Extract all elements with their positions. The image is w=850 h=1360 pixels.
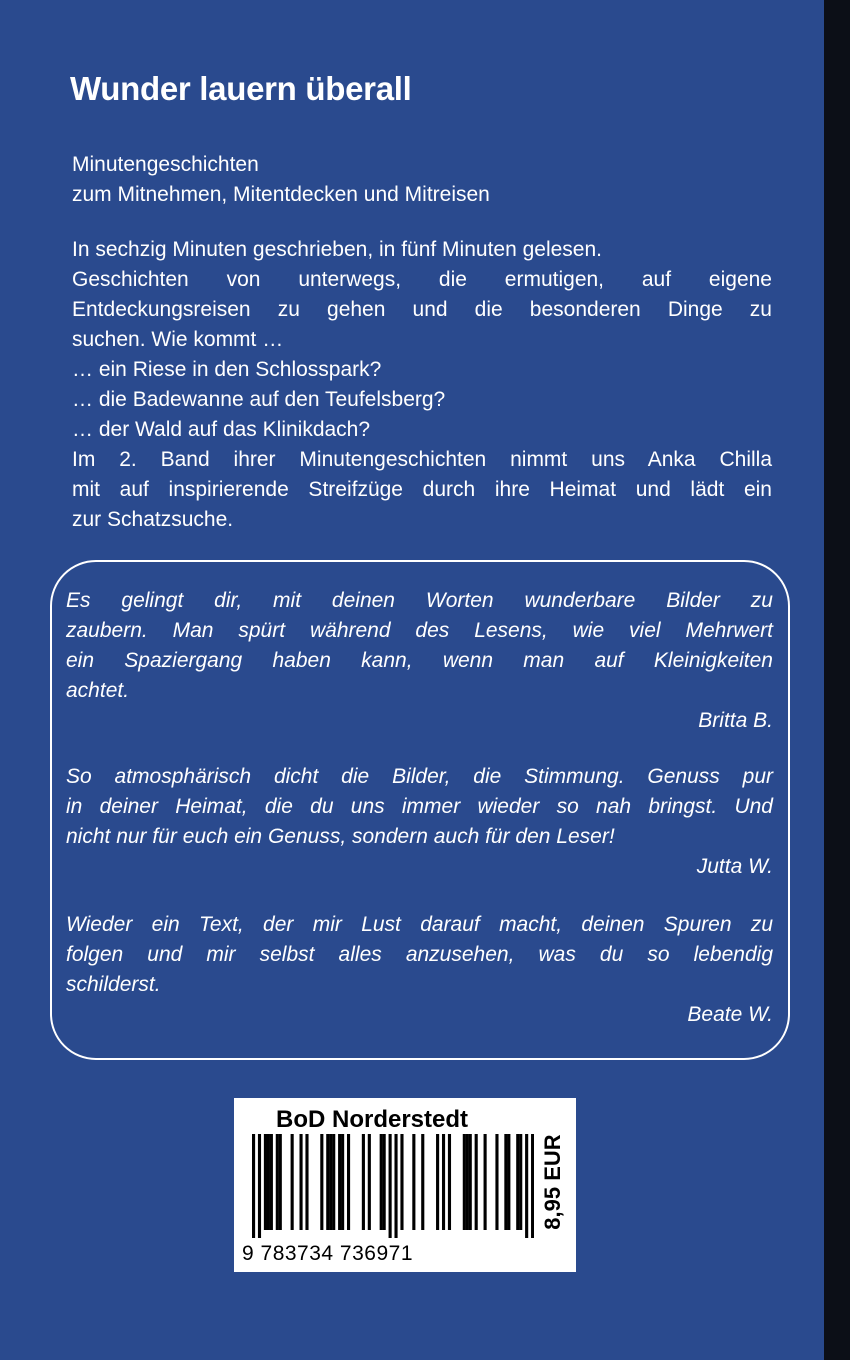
barcode-bar (291, 1134, 294, 1230)
barcode-bar (270, 1134, 273, 1230)
barcode-bar (320, 1134, 323, 1230)
blurb-line: Geschichten von unterwegs, die ermutigen, auf eigene (72, 268, 772, 291)
barcode-bar (469, 1134, 472, 1230)
barcode-bars (252, 1134, 534, 1238)
blurb-line: mit auf inspirierende Streifzüge durch ihre Heimat und lädt ein (72, 478, 772, 501)
barcode-bar (383, 1134, 386, 1230)
barcode-bar (329, 1134, 332, 1230)
barcode-bar (279, 1134, 282, 1230)
barcode-bar (299, 1134, 302, 1230)
review-line: Es gelingt dir, mit deinen Worten wunderbare Bilder zu (66, 589, 773, 612)
barcode-bar (448, 1134, 451, 1230)
barcode-bar (507, 1134, 510, 1230)
barcode-bar (421, 1134, 424, 1230)
barcode-bar (475, 1134, 478, 1230)
review-author: Jutta W. (696, 855, 773, 878)
barcode-label (234, 1098, 576, 1272)
blurb-line: zur Schatzsuche. (72, 508, 234, 531)
subtitle-line: Minutengeschichten (72, 153, 259, 176)
book-title: Wunder lauern überall (70, 70, 412, 107)
barcode-bar (258, 1134, 261, 1238)
review-line: So atmosphärisch dicht die Bilder, die Stimmung. Genuss pur (66, 765, 773, 788)
barcode-bar (466, 1134, 469, 1230)
review-quote (66, 586, 773, 736)
barcode-bar (347, 1134, 350, 1230)
barcode-bar (338, 1134, 341, 1230)
barcode-bar (326, 1134, 329, 1230)
review-line: Wieder ein Text, der mir Lust darauf macht, deinen Spuren zu (66, 913, 773, 936)
price-label (538, 1122, 568, 1242)
blurb-line: … die Badewanne auf den Teufelsberg? (72, 388, 446, 411)
barcode-bar (332, 1134, 335, 1230)
barcode-bar (519, 1134, 522, 1230)
isbn-digits: 9 783734 736971 (242, 1242, 413, 1265)
blurb-line: In sechzig Minuten geschrieben, in fünf Minuten gelesen. (72, 238, 602, 261)
barcode-bar (264, 1134, 267, 1230)
blurb-line: Entdeckungsreisen zu gehen und die besonderen Dinge zu (72, 298, 772, 321)
blurb-line: suchen. Wie kommt … (72, 328, 284, 351)
blurb (72, 235, 772, 535)
spine-edge (824, 0, 850, 1360)
barcode-bar (516, 1134, 519, 1230)
subtitle-line: zum Mitnehmen, Mitentdecken und Mitreisen (72, 183, 490, 206)
barcode-bar (267, 1134, 270, 1230)
barcode-bar (525, 1134, 528, 1238)
barcode-bar (495, 1134, 498, 1230)
review-author: Britta B. (698, 709, 773, 732)
barcode-bar (463, 1134, 466, 1230)
barcode-bar (389, 1134, 392, 1238)
barcode-bar (442, 1134, 445, 1230)
review-line: ein Spaziergang haben kann, wenn man auf Kleinigkeiten (66, 649, 773, 672)
barcode-bar (305, 1134, 308, 1230)
review-line: zaubern. Man spürt während des Lesens, wie viel Mehrwert (66, 619, 773, 642)
blurb-line: … ein Riese in den Schlosspark? (72, 358, 382, 381)
review-line: nicht nur für euch ein Genuss, sondern auch für den Leser! (66, 825, 615, 848)
review-line: schilderst. (66, 973, 161, 996)
barcode-bar (380, 1134, 383, 1230)
barcode-bar (412, 1134, 415, 1230)
blurb-line: Im 2. Band ihrer Minutengeschichten nimmt uns Anka Chilla (72, 448, 772, 471)
review-line: folgen und mir selbst alles anzusehen, was du so lebendig (66, 943, 773, 966)
review-line: achtet. (66, 679, 130, 702)
price-text: 8,95 EUR (540, 1134, 565, 1230)
review-line: in deiner Heimat, die du uns immer wieder so nah bringst. Und (66, 795, 773, 818)
publisher-name: BoD Norderstedt (276, 1106, 469, 1133)
review-quote (66, 910, 773, 1030)
review-author: Beate W. (687, 1003, 773, 1026)
barcode-bar (504, 1134, 507, 1230)
barcode-bar (368, 1134, 371, 1230)
barcode-bar (400, 1134, 403, 1230)
blurb-line: … der Wald auf das Klinikdach? (72, 418, 371, 441)
barcode-bar (341, 1134, 344, 1230)
barcode-bar (276, 1134, 279, 1230)
barcode-bar (362, 1134, 365, 1230)
subtitle (72, 150, 490, 210)
barcode-bar (531, 1134, 534, 1238)
barcode-bar (484, 1134, 487, 1230)
barcode-bar (394, 1134, 397, 1238)
review-quote (66, 762, 773, 882)
barcode-bar (436, 1134, 439, 1230)
barcode-bar (252, 1134, 255, 1238)
